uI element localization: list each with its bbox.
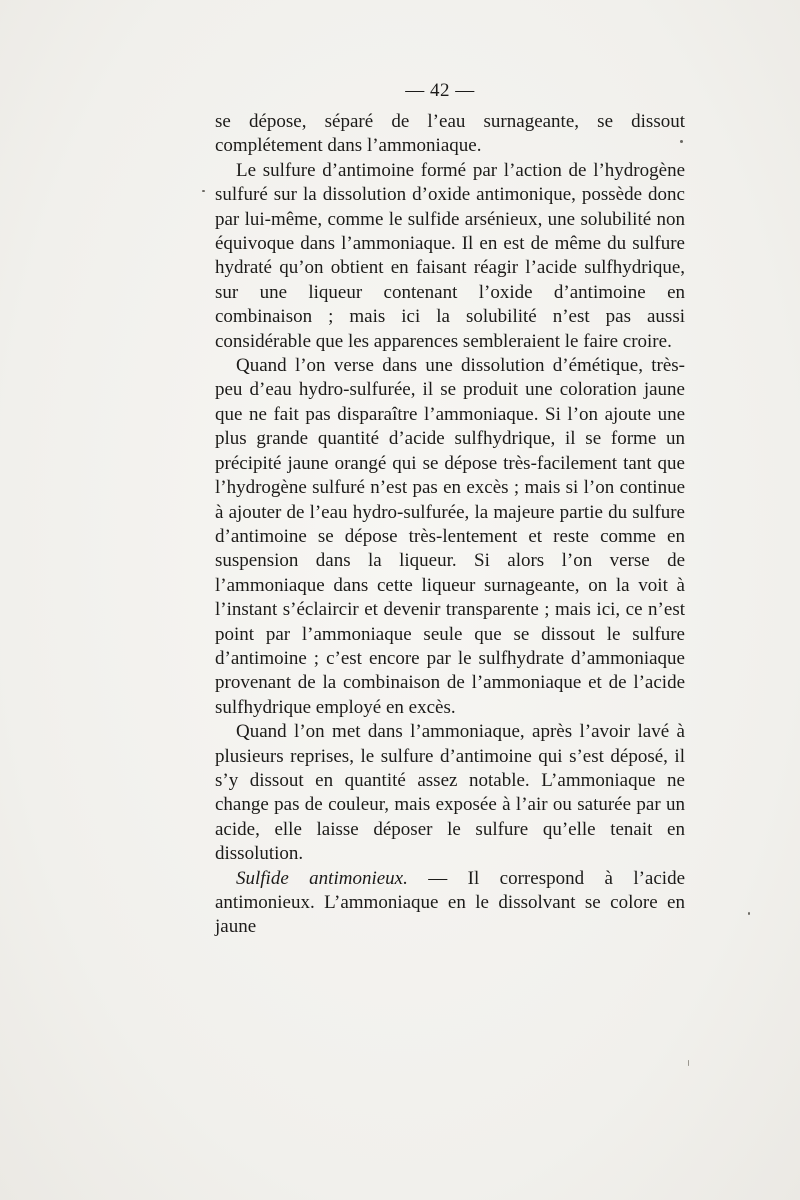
body-text bbox=[215, 110, 685, 940]
page-number: — 42 — bbox=[405, 80, 475, 101]
ink-speck bbox=[680, 140, 683, 143]
paragraph-ammoniaque-lave: Quand l’on met dans l’ammoniaque, après l’avoir lavé à plusieurs reprises, le sulfure d’antimoine qui s’est déposé, il s’y dissout en quantité assez notable. L’ammoniaque ne change pas de couleur, mais exposée à l’air ou saturée par un acide, elle laisse déposer le sulfure qu’elle tenait en dissolution. bbox=[215, 721, 685, 865]
paragraph-emetique: Quand l’on verse dans une dissolution d’émétique, très-peu d’eau hydro-sulfurée, il se produit une coloration jaune que ne fait pas disparaître l’ammoniaque. Si l’on ajoute une plus grande quantité d’acide sulfhydrique, il se forme un précipité jaune orangé qui se dépose très-facilement tant que l’hydrogène sulfuré n’est pas en excès ; mais si l’on continue à ajouter de l’eau hydro-sulfurée, la majeure partie du sulfure d’antimoine se dépose très-lentement et reste comme en suspension dans la liqueur. Si alors l’on verse de l’ammoniaque dans cette liqueur surnageante, on la voit à l’instant s’éclaircir et devenir transparente ; mais ici, ce n’est point par l’ammoniaque seule que se dissout le sulfure d’antimoine ; c’est encore par le sulfhydrate d’ammoniaque provenant de la combinaison de l’ammoniaque et de l’acide sulfhydrique employé en excès. bbox=[215, 355, 685, 718]
paragraph-continuation: se dépose, séparé de l’eau surnageante, se dissout complétement dans l’ammoniaque. bbox=[215, 111, 685, 157]
paragraph-sulfide-antimonieux bbox=[215, 867, 685, 940]
ink-speck bbox=[748, 912, 750, 915]
ink-speck bbox=[688, 1060, 689, 1066]
section-lead-text: — Il correspond à l’acide antimonieux. L’ammoniaque en le dissolvant se colore en jaune bbox=[215, 867, 686, 938]
section-lead-italic: Sulfide antimonieux. bbox=[236, 867, 408, 889]
paragraph-sulfure-antimoine: Le sulfure d’antimoine formé par l’action de l’hydrogène sulfuré sur la dissolution d’oxide antimonique, possède donc par lui-même, comme le sulfide arsénieux, une solubilité non équivoque dans l’ammoniaque. Il en est de même du sulfure hydraté qu’on obtient en faisant réagir l’acide sulfhydrique, sur une liqueur contenant l’oxide d’antimoine en combinaison ; mais ici la solubilité n’est pas aussi considérable que les apparences sembleraient le faire croire. bbox=[215, 159, 685, 352]
ink-speck bbox=[202, 190, 205, 192]
